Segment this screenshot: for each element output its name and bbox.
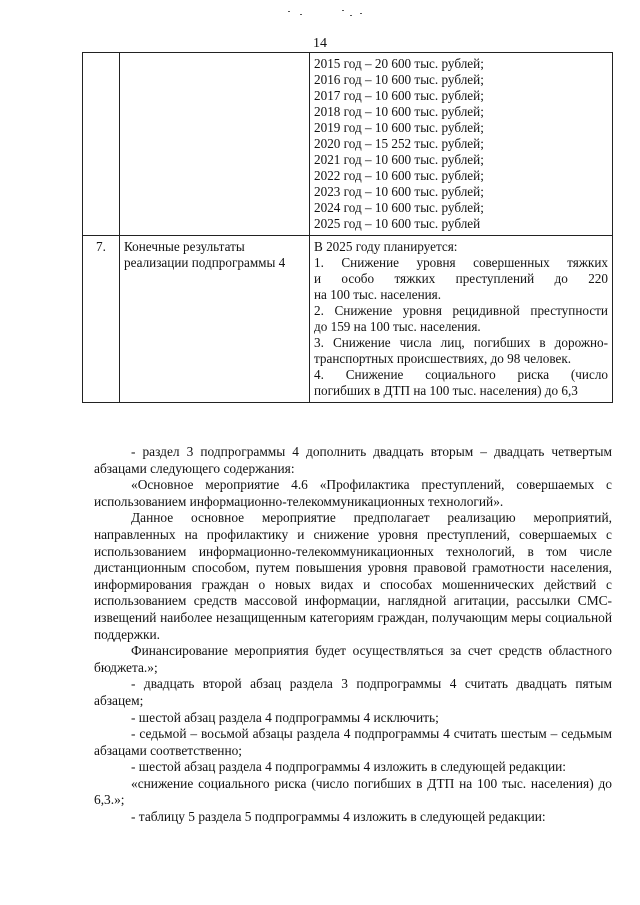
funding-year-line: 2023 год – 10 600 тыс. рублей; (314, 184, 484, 199)
funding-year-line: 2025 год – 10 600 тыс. рублей (314, 216, 481, 231)
funding-cell (310, 53, 613, 236)
funding-year-line: 2016 год – 10 600 тыс. рублей; (314, 72, 484, 87)
paragraph: - шестой абзац раздела 4 подпрограммы 4 исключить; (131, 709, 439, 725)
paragraph: - седьмой – восьмой абзацы раздела 4 подпрограммы 4 считать шестым – седьмым абзацами соответственно; (94, 726, 612, 758)
row-name-cell (120, 53, 310, 236)
row-name-cell (120, 236, 310, 403)
row-name-line: реализации подпрограммы 4 (124, 255, 286, 270)
row-name-line: Конечные результаты (124, 239, 245, 254)
scan-specks (280, 8, 370, 22)
funding-year-line: 2024 год – 10 600 тыс. рублей; (314, 200, 484, 215)
result-line: на 100 тыс. населения. (314, 287, 442, 302)
paragraph: - шестой абзац раздела 4 подпрограммы 4 изложить в следующей редакции: (131, 759, 567, 775)
result-line: 4. Снижение социального риска (число (314, 367, 608, 382)
funding-year-line: 2020 год – 15 252 тыс. рублей; (314, 136, 484, 151)
table-row (83, 53, 613, 236)
row-number-cell: 7. (83, 236, 120, 403)
funding-year-line: 2019 год – 10 600 тыс. рублей; (314, 120, 484, 135)
body-text (94, 444, 612, 826)
funding-year-line: 2021 год – 10 600 тыс. рублей; (314, 152, 484, 167)
funding-year-line: 2017 год – 10 600 тыс. рублей; (314, 88, 484, 103)
result-line: 1. Снижение уровня совершенных тяжких (314, 255, 608, 270)
page-number: 14 (313, 36, 327, 51)
funding-year-line: 2022 год – 10 600 тыс. рублей; (314, 168, 484, 183)
funding-year-line: 2015 год – 20 600 тыс. рублей; (314, 56, 484, 71)
results-table (82, 52, 613, 403)
result-line: 3. Снижение числа лиц, погибших в дорожно- (314, 335, 608, 350)
paragraph: Данное основное мероприятие предполагает реализацию мероприятий, направленных на профилактику и снижение уровня преступлений, совершаемых с использованием информационно-телекоммуникационных технологий, в том числе дистанционным способом, путем повышения уровня правовой грамотности населения, информирования граждан о новых видах и способах мошеннических действий с использованием средств массовой информации, наглядной агитации, рассылки СМС-извещений наиболее незащищенным категориям граждан, получающим меры социальной поддержки. (94, 510, 612, 642)
result-line: погибших в ДТП на 100 тыс. населения) до 6,3 (314, 383, 578, 398)
row-number-cell (83, 53, 120, 236)
paragraph: «Основное мероприятие 4.6 «Профилактика преступлений, совершаемых с использованием информационно-телекоммуникационных технологий». (94, 477, 612, 509)
paragraph: - двадцать второй абзац раздела 3 подпрограммы 4 считать двадцать пятым абзацем; (94, 676, 612, 708)
table-row (83, 236, 613, 403)
paragraph: Финансирование мероприятия будет осуществляться за счет средств областного бюджета.»; (94, 643, 612, 675)
funding-year-line: 2018 год – 10 600 тыс. рублей; (314, 104, 484, 119)
paragraph: - раздел 3 подпрограммы 4 дополнить двадцать вторым – двадцать четвертым абзацами следующего содержания: (94, 444, 612, 476)
paragraph: «снижение социального риска (число погибших в ДТП на 100 тыс. населения) до 6,3.»; (94, 775, 612, 808)
result-line: транспортных происшествиях, до 98 человек. (314, 351, 572, 366)
paragraph: - таблицу 5 раздела 5 подпрограммы 4 изложить в следующей редакции: (131, 809, 546, 825)
results-cell (310, 236, 613, 403)
result-line: 2. Снижение уровня рецидивной преступности (314, 303, 608, 318)
result-line: и особо тяжких преступлений до 220 (314, 271, 608, 286)
result-line: до 159 на 100 тыс. населения. (314, 319, 481, 334)
result-line: В 2025 году планируется: (314, 239, 458, 254)
